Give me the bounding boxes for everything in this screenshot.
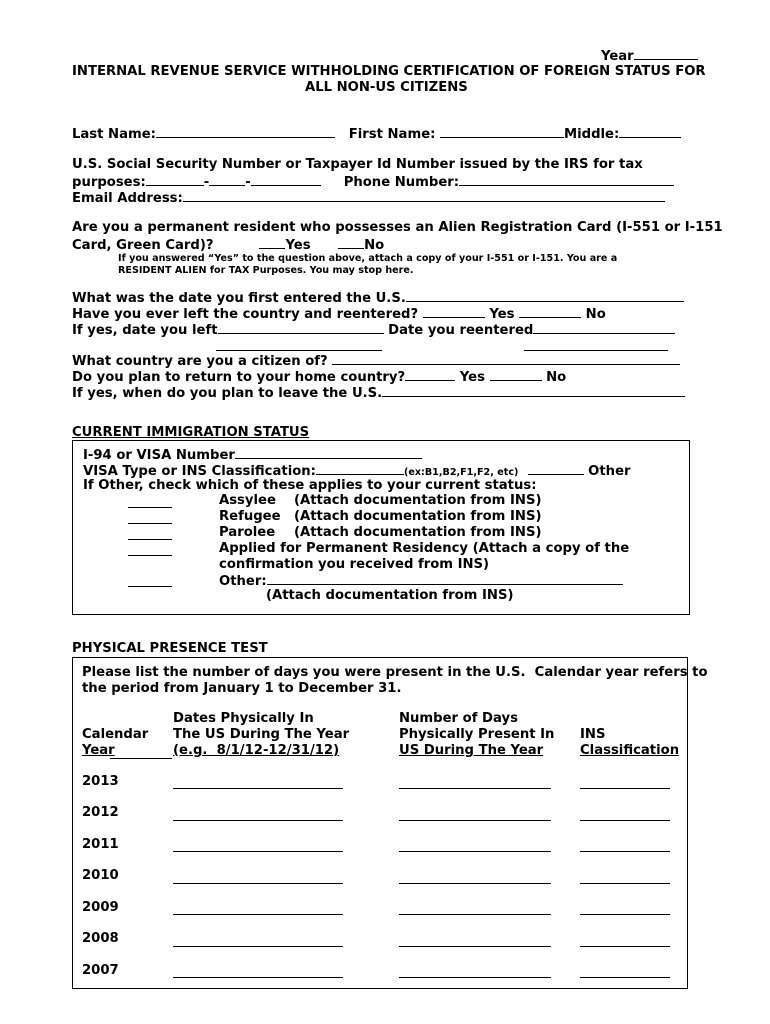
phone-field[interactable]: [459, 173, 674, 186]
year-2012: 2012: [82, 805, 119, 820]
visa-other-field[interactable]: [528, 462, 584, 475]
ins-2011-field[interactable]: [580, 851, 670, 852]
date-reentered-field[interactable]: [533, 321, 675, 334]
dates-2011-field[interactable]: [173, 851, 343, 852]
last-name-label: Last Name:: [72, 127, 156, 142]
col-year-line2: Year: [82, 743, 115, 758]
return-no-field[interactable]: [490, 368, 542, 381]
plan-leave-field[interactable]: [382, 384, 685, 397]
ssn-line1: U.S. Social Security Number or Taxpayer Id Number issued by the IRS for tax: [72, 157, 643, 172]
other-status-checkbox[interactable]: [128, 586, 172, 587]
last-name-field[interactable]: [156, 125, 335, 138]
col-days-line1: Number of Days: [399, 711, 518, 726]
first-name-field[interactable]: [440, 125, 564, 138]
plan-return-row: Do you plan to return to your home country? Yes No: [72, 370, 567, 385]
refugee-checkbox[interactable]: [128, 523, 172, 524]
presence-box: [72, 657, 688, 989]
other-status-row: Other:: [219, 572, 623, 590]
date-reentered-field-2[interactable]: [524, 350, 668, 351]
middle-field[interactable]: [619, 125, 681, 138]
col-dates-line2: The US During The Year: [173, 727, 350, 742]
citizen-field[interactable]: [332, 352, 680, 365]
dates-2010-field[interactable]: [173, 883, 343, 884]
left-yes-field[interactable]: [423, 305, 485, 318]
dates-2009-field[interactable]: [173, 914, 343, 915]
resident-question-row: Card, Green Card)? Yes No: [72, 238, 385, 253]
citizen-row: What country are you a citizen of?: [72, 352, 680, 370]
assylee-note: (Attach documentation from INS): [294, 493, 542, 508]
other-status-note: (Attach documentation from INS): [266, 588, 514, 603]
days-2009-field[interactable]: [399, 914, 551, 915]
ssn-part1-field[interactable]: [146, 173, 204, 186]
refugee-note: (Attach documentation from INS): [294, 509, 542, 524]
email-field[interactable]: [183, 189, 665, 202]
ins-2013-field[interactable]: [580, 788, 670, 789]
presence-heading: PHYSICAL PRESENCE TEST: [72, 641, 268, 656]
col-ins-line1: INS: [580, 727, 606, 742]
days-2013-field[interactable]: [399, 788, 551, 789]
left-reentered-row: Have you ever left the country and reentered? Yes No: [72, 307, 606, 322]
middle-label: Middle:: [564, 127, 620, 142]
presence-intro-line2: the period from January 1 to December 31.: [82, 681, 402, 696]
days-2010-field[interactable]: [399, 883, 551, 884]
purposes-label: purposes:: [72, 175, 146, 190]
plan-leave-row: If yes, when do you plan to leave the U.S.: [72, 384, 685, 402]
year-2007: 2007: [82, 963, 119, 978]
days-2012-field[interactable]: [399, 820, 551, 821]
year-2011: 2011: [82, 837, 119, 852]
assylee-checkbox[interactable]: [128, 507, 172, 508]
applied-residency-cont: confirmation you received from INS): [219, 557, 490, 572]
ins-2007-field[interactable]: [580, 977, 670, 978]
days-2011-field[interactable]: [399, 851, 551, 852]
ins-2009-field[interactable]: [580, 914, 670, 915]
year-2009: 2009: [82, 900, 119, 915]
col-dates-line1: Dates Physically In: [173, 711, 314, 726]
first-entered-field[interactable]: [406, 289, 684, 302]
col-dates-line3: (e.g. 8/1/12-12/31/12): [173, 743, 340, 758]
ssn-row: purposes: - - Phone Number:: [72, 173, 674, 191]
resident-no-field[interactable]: [338, 236, 364, 249]
resident-note-line1: If you answered “Yes” to the question above, attach a copy of your I-551 or I-151. You are a: [118, 253, 618, 264]
first-name-label: First Name:: [348, 127, 436, 142]
col-year-underline: [110, 758, 172, 759]
days-2008-field[interactable]: [399, 946, 551, 947]
name-row: [72, 125, 681, 143]
presence-intro-line1: Please list the number of days you were present in the U.S. Calendar year refers to: [82, 665, 708, 680]
date-left-row: If yes, date you left Date you reentered: [72, 321, 675, 339]
i94-row: I-94 or VISA Number: [83, 446, 422, 464]
dates-2012-field[interactable]: [173, 820, 343, 821]
parolee-label: Parolee: [219, 525, 276, 540]
applied-residency-checkbox[interactable]: [128, 555, 172, 556]
col-year-line1: Calendar: [82, 727, 149, 742]
first-entered-row: What was the date you first entered the U.S.: [72, 289, 684, 307]
phone-label: Phone Number:: [343, 175, 460, 190]
applied-residency-label: Applied for Permanent Residency (Attach a copy of the: [219, 541, 630, 556]
col-days-line2: Physically Present In: [399, 727, 555, 742]
date-left-field-2[interactable]: [216, 350, 382, 351]
other-status-field[interactable]: [267, 572, 623, 585]
resident-yes-field[interactable]: [259, 236, 285, 249]
email-row: [72, 189, 665, 207]
immigration-heading: CURRENT IMMIGRATION STATUS: [72, 425, 310, 440]
i94-field[interactable]: [235, 446, 422, 459]
year-2013: 2013: [82, 774, 119, 789]
dates-2007-field[interactable]: [173, 977, 343, 978]
year-2008: 2008: [82, 931, 119, 946]
if-other-text: If Other, check which of these applies to your current status:: [83, 478, 537, 493]
year-field[interactable]: [601, 47, 698, 65]
ssn-part3-field[interactable]: [251, 173, 321, 186]
col-days-line3: US During The Year: [399, 743, 544, 758]
form-title-line2: ALL NON-US CITIZENS: [305, 80, 468, 95]
form-title-line1: INTERNAL REVENUE SERVICE WITHHOLDING CERTIFICATION OF FOREIGN STATUS FOR: [72, 64, 706, 79]
email-label: Email Address:: [72, 191, 183, 206]
col-ins-line2: Classification: [580, 743, 680, 758]
parolee-note: (Attach documentation from INS): [294, 525, 542, 540]
days-2007-field[interactable]: [399, 977, 551, 978]
resident-note-line2: RESIDENT ALIEN for TAX Purposes. You may stop here.: [118, 265, 414, 276]
resident-question-line1: Are you a permanent resident who possesses an Alien Registration Card (I-551 or I-151: [72, 220, 723, 235]
ssn-part2-field[interactable]: [209, 173, 245, 186]
left-no-field[interactable]: [519, 305, 581, 318]
year-2010: 2010: [82, 868, 119, 883]
refugee-label: Refugee: [219, 509, 281, 524]
ins-2012-field[interactable]: [580, 820, 670, 821]
year-label: Year: [601, 49, 634, 64]
return-yes-field[interactable]: [405, 368, 455, 381]
dates-2013-field[interactable]: [173, 788, 343, 789]
ins-2008-field[interactable]: [580, 946, 670, 947]
resident-no-label: No: [364, 238, 385, 253]
parolee-checkbox[interactable]: [128, 539, 172, 540]
date-left-field[interactable]: [218, 321, 384, 334]
visa-type-field[interactable]: [316, 462, 404, 475]
dates-2008-field[interactable]: [173, 946, 343, 947]
assylee-label: Assylee: [219, 493, 276, 508]
ins-2010-field[interactable]: [580, 883, 670, 884]
visa-type-row: VISA Type or INS Classification: (ex:B1,B2,F1,F2, etc) Other: [83, 464, 631, 479]
resident-yes-label: Yes: [285, 238, 311, 253]
